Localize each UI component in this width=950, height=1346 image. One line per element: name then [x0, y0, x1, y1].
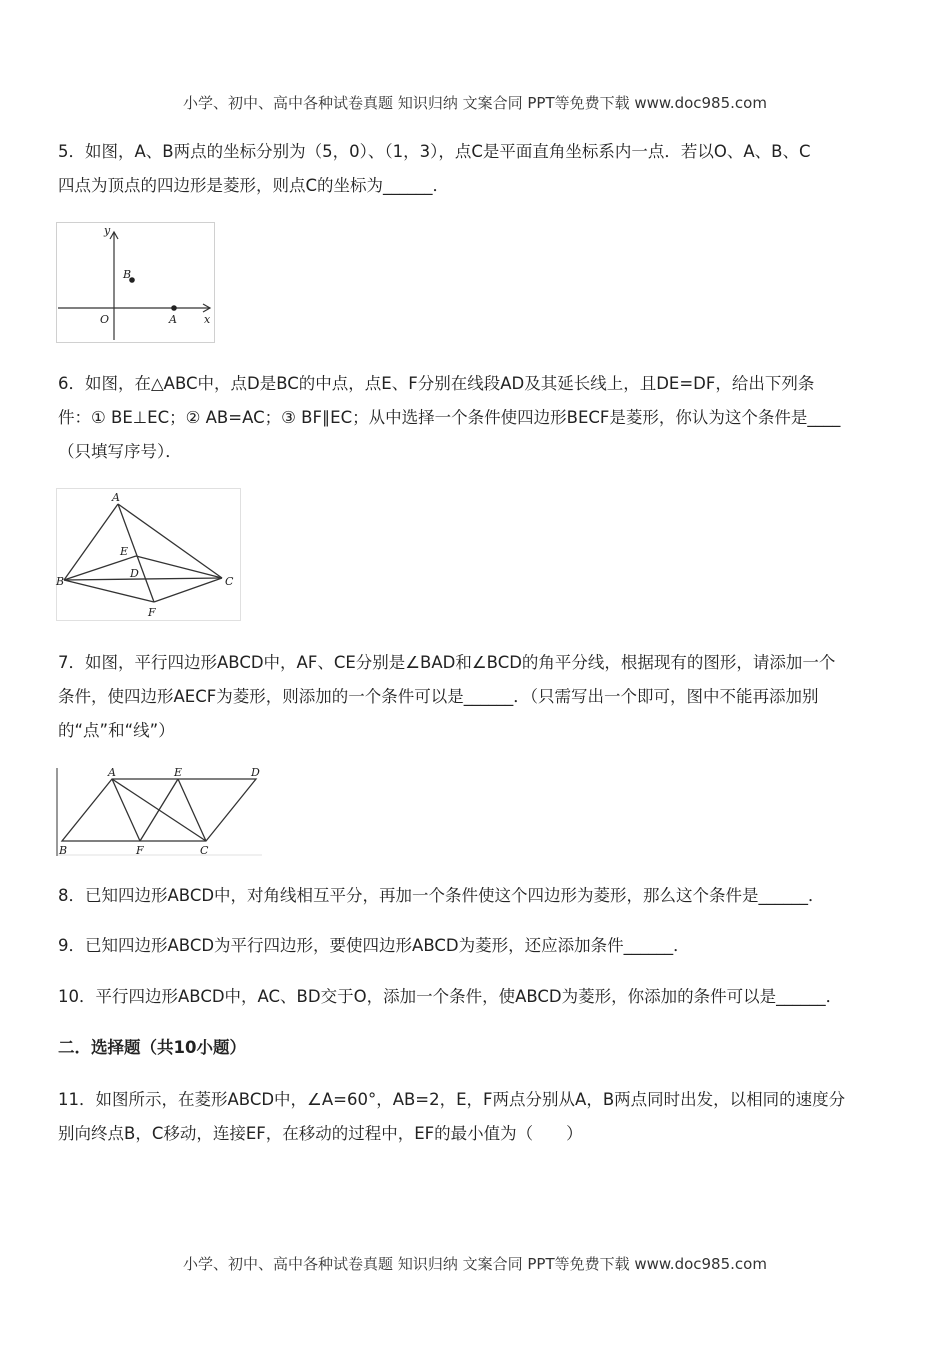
- segment-fe: [140, 779, 178, 841]
- label-f: F: [148, 606, 156, 619]
- question-9: 9．已知四边形ABCD为平行四边形，要使四边形ABCD为菱形，还应添加条件______．: [58, 936, 690, 955]
- side-ab: [64, 504, 118, 580]
- label-c: C: [225, 575, 234, 588]
- question-6-line-1: 6．如图，在△ABC中，点D是BC的中点，点E、F分别在线段AD及其延长线上，且DE=DF，给出下列条: [58, 374, 815, 393]
- segment-be: [64, 556, 136, 580]
- segment-bf: [64, 580, 154, 602]
- label-e: E: [174, 766, 183, 779]
- label-f: F: [136, 844, 144, 857]
- label-a: A: [108, 766, 116, 779]
- question-11-line-2: 别向终点B，C移动，连接EF，在移动的过程中，EF的最小值为（ ）: [58, 1124, 583, 1143]
- label-o: O: [100, 313, 110, 326]
- question-5-line-1: 5．如图，A、B两点的坐标分别为（5，0）、（1，3），点C是平面直角坐标系内一点．若以O、A、B、C: [58, 142, 811, 161]
- question-6: [58, 367, 888, 469]
- point-a: [171, 305, 177, 311]
- question-7-line-1: 7．如图，平行四边形ABCD中，AF、CE分别是∠BAD和∠BCD的角平分线，根据现有的图形，请添加一个: [58, 653, 836, 672]
- header-banner: 小学、初中、高中各种试卷真题 知识归纳 文案合同 PPT等免费下载 www.doc985.com: [183, 94, 767, 112]
- question-7: [58, 646, 888, 748]
- section-2-heading: 二．选择题（共10小题）: [58, 1038, 246, 1057]
- label-a: A: [112, 491, 120, 504]
- side-bc: [64, 578, 222, 580]
- question-11-line-1: 11．如图所示，在菱形ABCD中，∠A=60°，AB=2，E，F两点分别从A，B两点同时出发，以相同的速度分: [58, 1090, 846, 1109]
- label-e: E: [120, 545, 129, 558]
- segment-ec: [136, 556, 222, 578]
- figure-q7-parallelogram: [56, 766, 264, 858]
- question-6-line-2: 件：① BE⊥EC；② AB=AC；③ BF∥EC；从中选择一个条件使四边形BECF是菱形，你认为这个条件是____: [58, 408, 841, 427]
- label-d: D: [130, 567, 139, 580]
- question-8: 8．已知四边形ABCD中，对角线相互平分，再加一个条件使这个四边形为菱形，那么这个条件是______．: [58, 886, 825, 905]
- question-5-line-2: 四点为顶点的四边形是菱形，则点C的坐标为______．: [58, 176, 450, 195]
- label-x: x: [204, 313, 211, 326]
- label-b: B: [123, 268, 132, 281]
- segment-fc: [154, 578, 222, 602]
- label-d: D: [251, 766, 260, 779]
- label-b: B: [59, 844, 68, 857]
- question-5: [58, 135, 888, 203]
- label-y: y: [104, 224, 111, 237]
- label-a: A: [169, 313, 177, 326]
- footer-banner: 小学、初中、高中各种试卷真题 知识归纳 文案合同 PPT等免费下载 www.doc985.com: [183, 1255, 767, 1273]
- label-b: B: [56, 575, 65, 588]
- question-7-line-3: 的“点”和“线”）: [58, 721, 175, 740]
- question-7-line-2: 条件，使四边形AECF为菱形，则添加的一个条件可以是______．（只需写出一个即可，图中不能再添加别: [58, 687, 819, 706]
- figure-q5-coordinate-plane: [56, 222, 216, 344]
- figure-q6-triangle: [56, 488, 242, 622]
- question-10: 10．平行四边形ABCD中，AC、BD交于O，添加一个条件，使ABCD为菱形，你添加的条件可以是______．: [58, 987, 843, 1006]
- label-c: C: [200, 844, 209, 857]
- question-11: [58, 1083, 888, 1151]
- question-6-line-3: （只填写序号）．: [58, 442, 182, 461]
